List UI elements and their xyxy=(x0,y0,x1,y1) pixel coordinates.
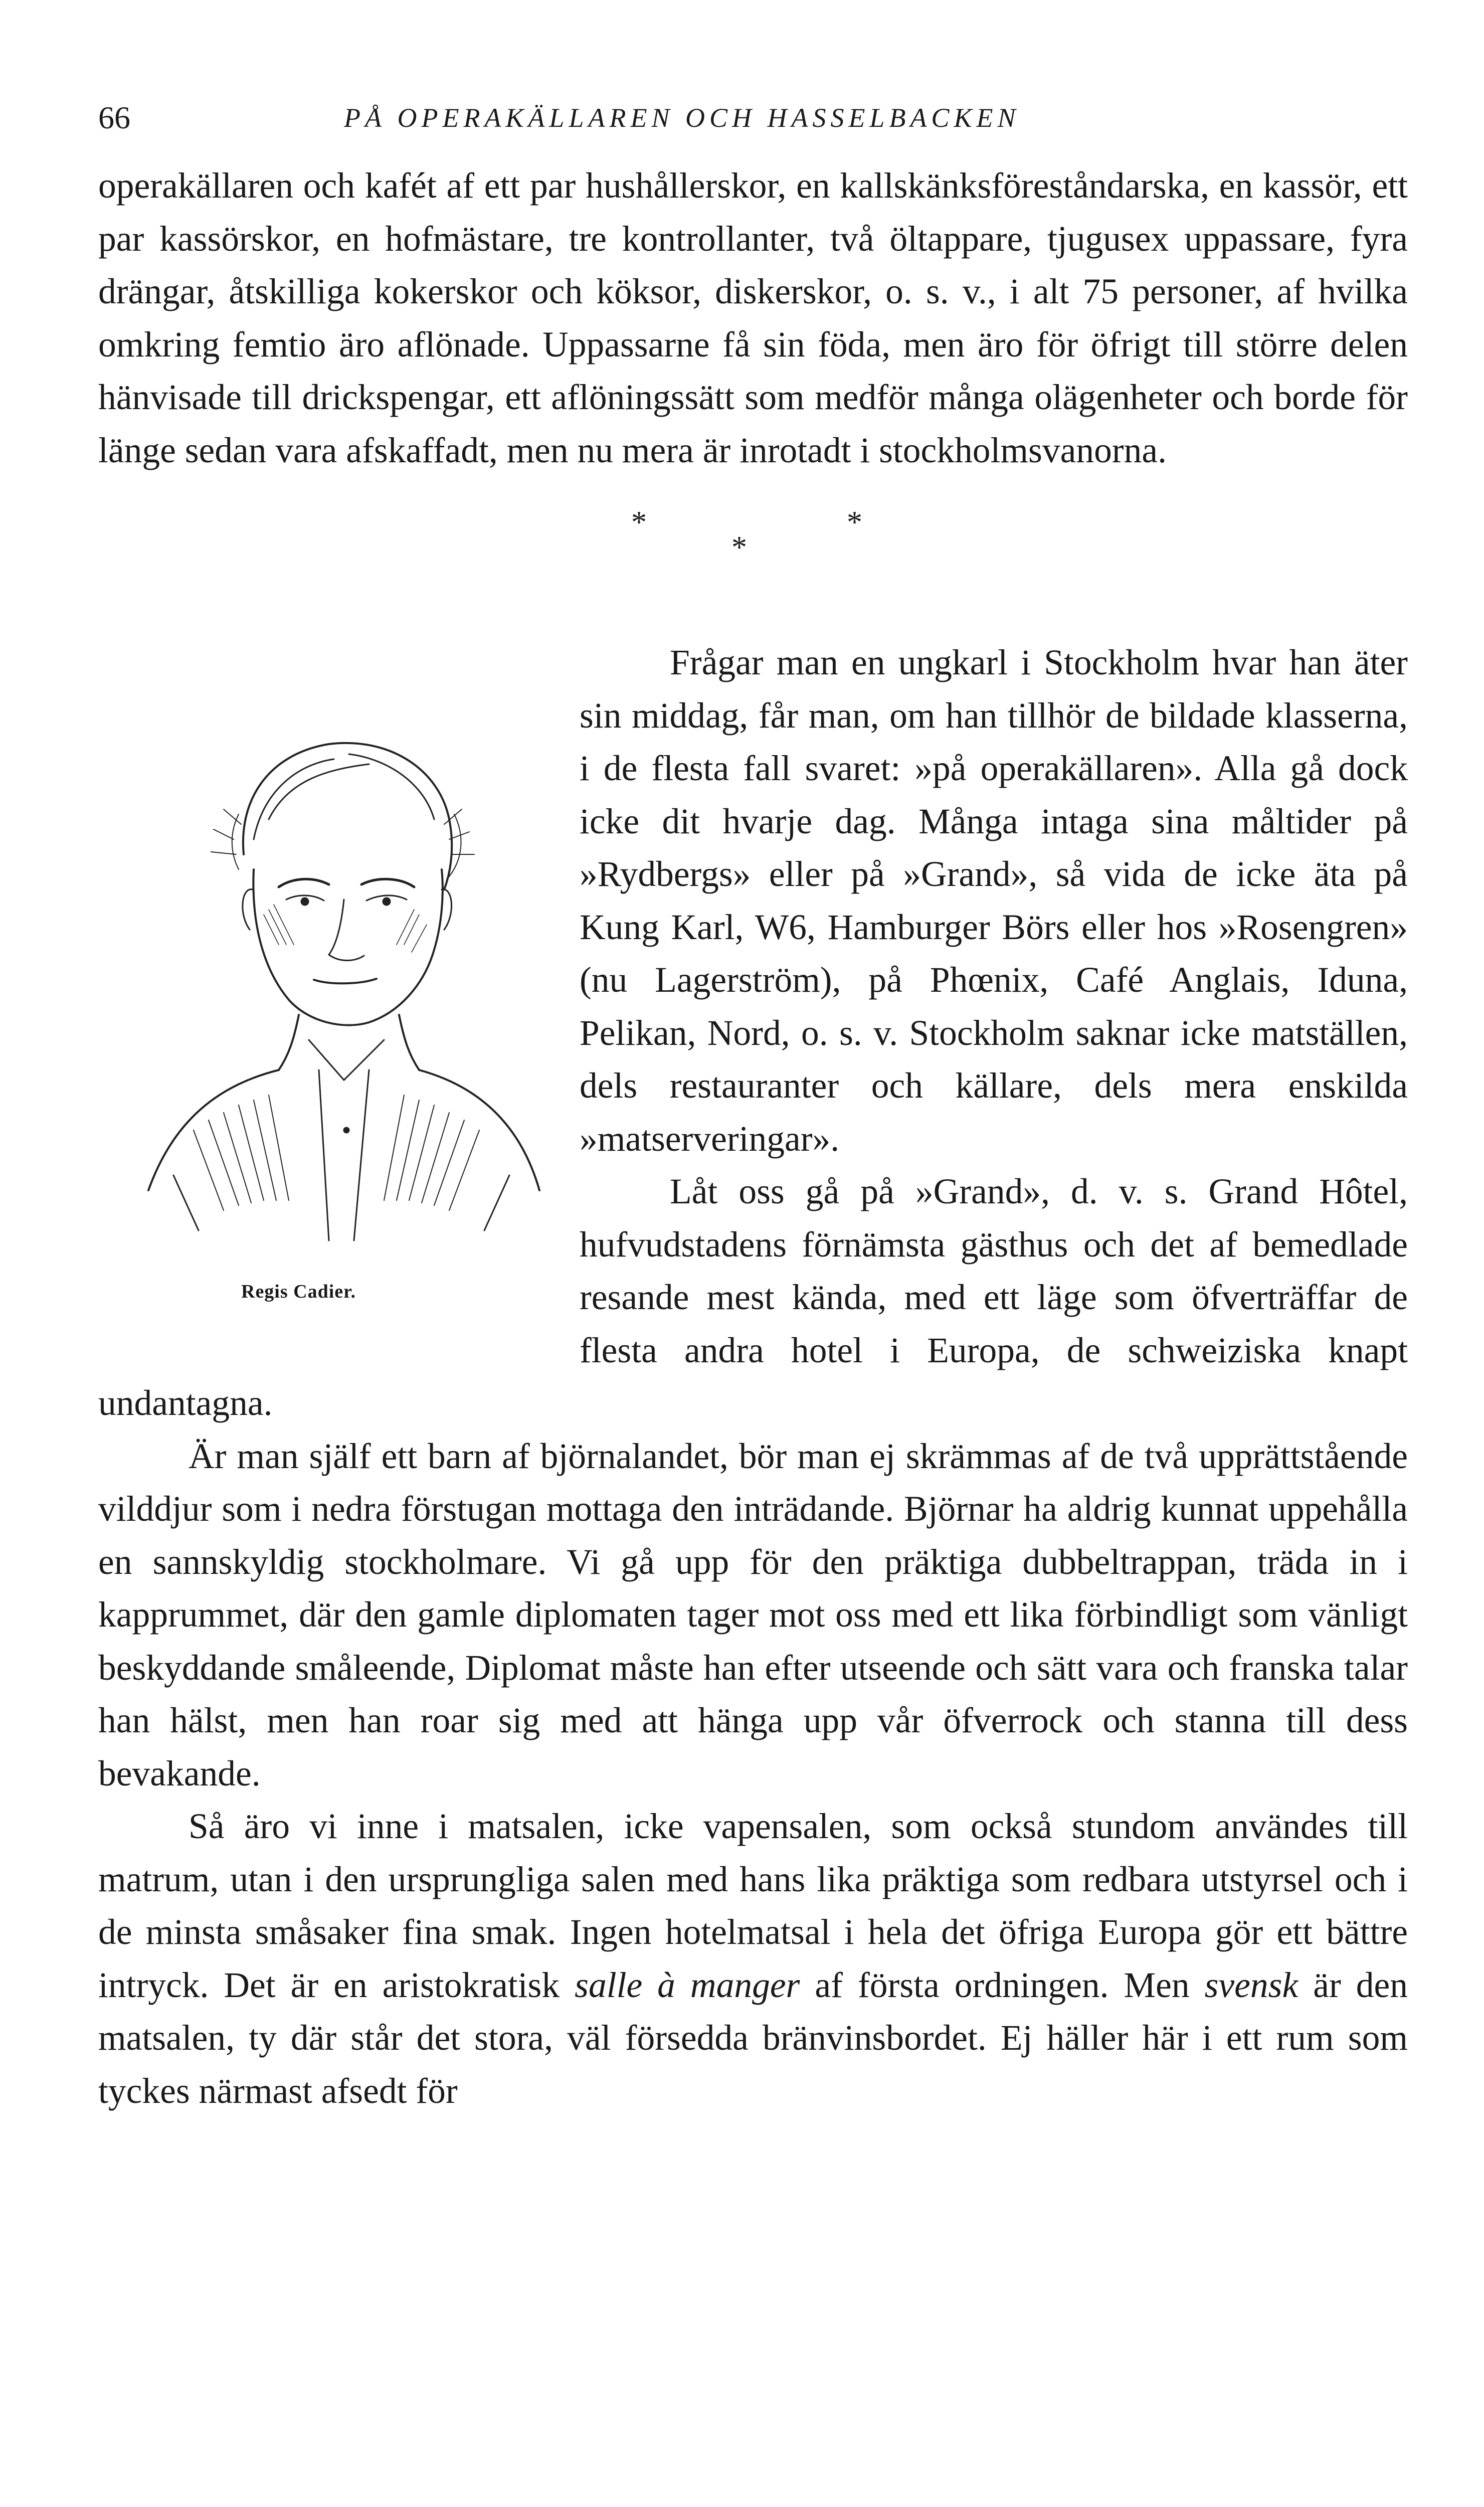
book-page xyxy=(98,95,1408,2117)
paragraph-1: operakällaren och kafét af ett par hushållerskor, en kallskänksföreståndarska, en kassör, ett par kassörskor, en hofmästare, tre kontrollanter, två öltappare, tjugusex uppassare, fyra drängar, åtskilliga kokerskor och köksor, diskerskor, o. s. v., i alt 75 personer, af hvilka omkring femtio äro aflönade. Uppassarne få sin föda, men äro för öfrigt till större delen hänvisade till drickspengar, ett aflöningssätt som medför många olägenheter och borde för länge sedan vara afskaffadt, men nu mera är inrotadt i stockholmsvanorna. xyxy=(98,166,1408,470)
paragraph-5-text: af första ordningen. Men xyxy=(800,1965,1205,2005)
portrait-engraving-icon xyxy=(118,689,560,1261)
paragraph-3: Låt oss gå på »Grand», d. v. s. Grand Hôtel, hufvudstadens förnämsta gästhus och det af bemedlade resande mest kända, med ett läge som öfverträffar de flesta andra hotel i Europa, de schweiziska knapt undantagna. xyxy=(98,1172,1408,1423)
figure-caption: Regis Cadier. xyxy=(241,1281,356,1302)
paragraph-5 xyxy=(98,1800,1408,2117)
asterisk: * xyxy=(631,505,647,540)
paragraph-4: Är man själf ett barn af björnalandet, bör man ej skrämmas af de två upprättstående vilddjur som i nedra förstugan mottaga den inträdande. Björnar ha aldrig kunnat uppehålla en sannskyldig stockholmare. Vi gå upp för den präktiga dubbeltrappan, träda in i kapprummet, där den gamle diplomaten tager mot oss med ett lika förbindligt som vänligt beskyddande småleende, Diplomat måste han efter utseende och sätt vara och franska talar han hälst, men han roar sig med att hänga upp vår öfverrock och stanna till dess bevakande. xyxy=(98,1436,1408,1794)
running-title: PÅ OPERAKÄLLAREN OCH HASSELBACKEN xyxy=(344,103,1020,133)
paragraph-5-text: är den matsalen, ty där står det stora, väl försedda bränvinsbordet. Ej häller här i ett rum som tyckes närmast afsedt för xyxy=(98,1965,1408,2111)
paragraph-2: Frågar man en ungkarl i Stockholm hvar han äter sin middag, får man, om han tillhör de bildade klasserna, i de flesta fall svaret: »på operakällaren». Alla gå dock icke dit hvarje dag. Många intaga sina måltider på »Rydbergs» eller på »Grand», så vida de icke äta på Kung Karl, W6, Hamburger Börs eller hos »Rosengren» (nu Lagerström), på Phœnix, Café Anglais, Iduna, Pelikan, Nord, o. s. v. Stockholm saknar icke matställen, dels restauranter och källare, dels mera enskilda »matserveringar». xyxy=(580,643,1408,1159)
section-separator xyxy=(98,477,1408,636)
page-number: 66 xyxy=(98,100,130,135)
running-head xyxy=(98,95,1408,140)
paragraph-5-text: Så äro vi inne i matsalen, icke vapensalen, som också stundom användes till matrum, utan i den ursprungliga salen med hans lika präktiga som redbara utstyrsel och i de minsta småsaker fina smak. Ingen hotelmatsal i hela det öfriga Europa gör ett bättre intryck. Det är en aristokratisk xyxy=(98,1807,1408,2005)
italic-phrase: salle à manger xyxy=(575,1965,800,2005)
asterisk: * xyxy=(731,530,747,565)
italic-word: svensk xyxy=(1204,1965,1298,2005)
portrait-figure xyxy=(98,689,580,1351)
asterisk: * xyxy=(847,505,862,540)
